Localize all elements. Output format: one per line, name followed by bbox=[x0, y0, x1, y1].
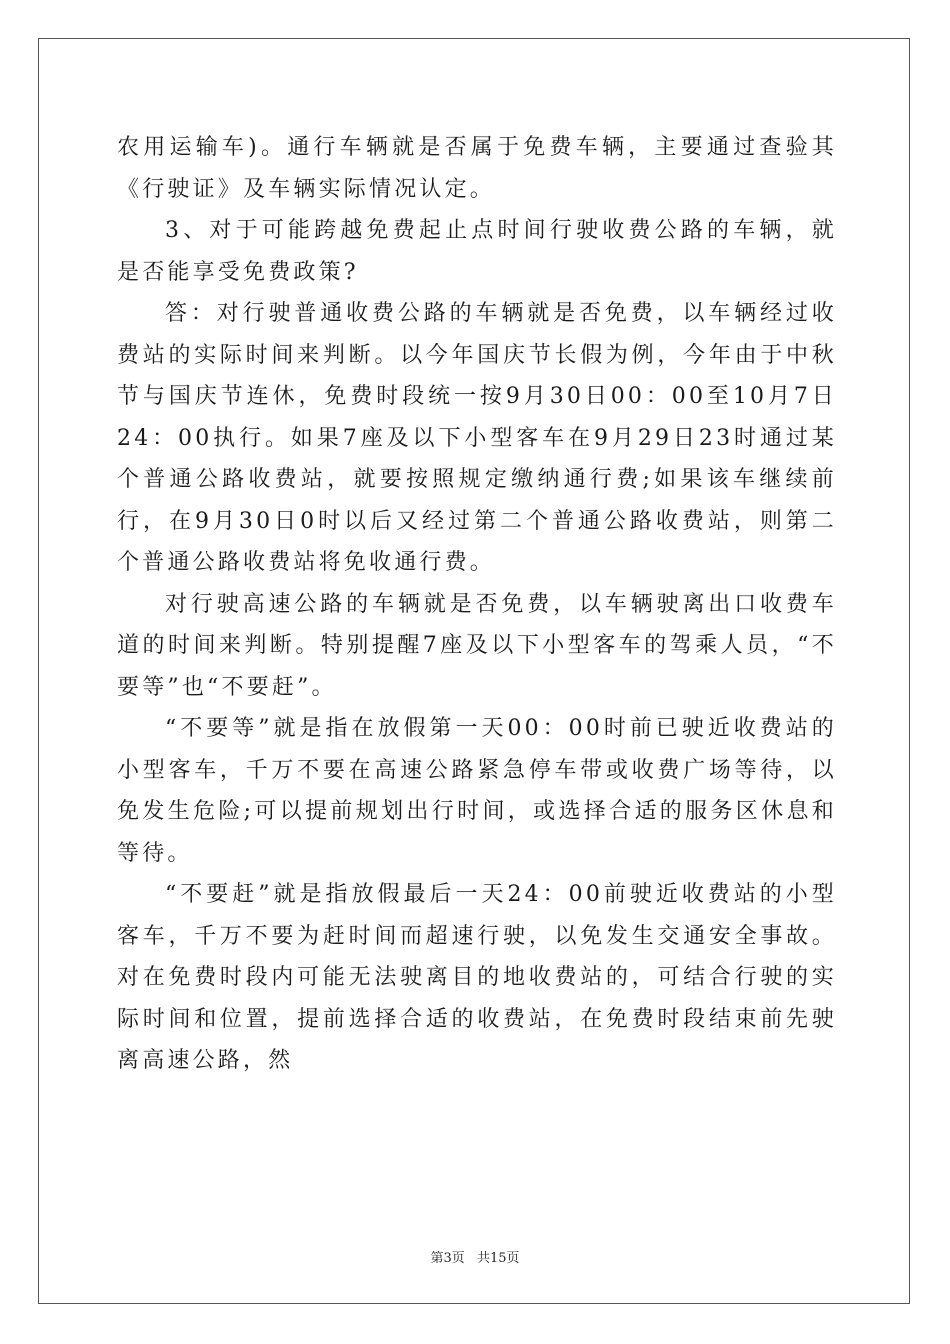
paragraph: “不要等”就是指在放假第一天00：00时前已驶近收费站的小型客车，千万不要在高速公路紧急停车带或收费广场等待，以免发生危险;可以提前规划出行时间，或选择合适的服务区休息和等待。 bbox=[117, 716, 837, 866]
document-body bbox=[117, 127, 837, 1082]
paragraph: 3、对于可能跨越免费起止点时间行驶收费公路的车辆，就是否能享受免费政策? bbox=[117, 218, 837, 285]
paragraph: “不要赶”就是指放假最后一天24：00前驶近收费站的小型客车，千万不要为赶时间而超速行驶，以免发生交通安全事故。对在免费时段内可能无法驶离目的地收费站的，可结合行驶的实际时间和位置，提前选择合适的收费站，在免费时段结束前先驶离高速公路，然 bbox=[117, 882, 837, 1073]
page-total: 共15页 bbox=[476, 1251, 520, 1266]
page-number: 第3页 bbox=[430, 1251, 465, 1266]
paragraph: 对行驶高速公路的车辆就是否免费，以车辆驶离出口收费车道的时间来判断。特别提醒7座及以下小型客车的驾乘人员，“不要等”也“不要赶”。 bbox=[117, 591, 837, 700]
page-footer bbox=[0, 1247, 950, 1266]
paragraph: 答：对行驶普通收费公路的车辆就是否免费，以车辆经过收费站的实际时间来判断。以今年国庆节长假为例，今年由于中秋节与国庆节连休，免费时段统一按9月30日00：00至10月7日24：00执行。如果7座及以下小型客车在9月29日23时通过某个普通公路收费站，就要按照规定缴纳通行费;如果该车继续前行，在9月30日0时以后又经过第二个普通公路收费站，则第二个普通公路收费站将免收通行费。 bbox=[117, 301, 837, 575]
paragraph: 农用运输车)。通行车辆就是否属于免费车辆，主要通过查验其《行驶证》及车辆实际情况认定。 bbox=[117, 135, 837, 202]
